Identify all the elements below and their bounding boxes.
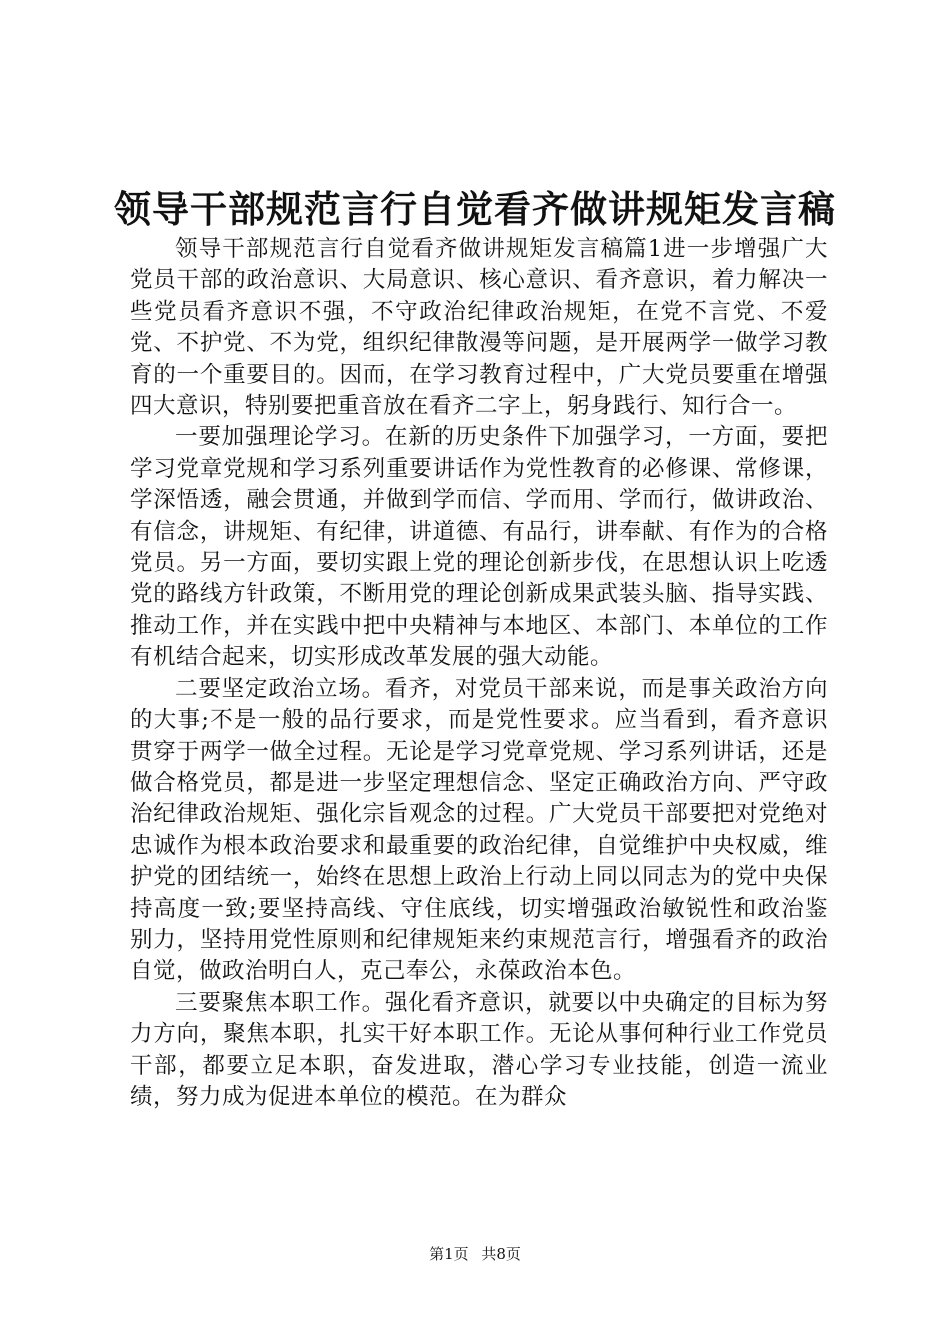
paragraph-4: 三要聚焦本职工作。强化看齐意识，就要以中央确定的目标为努力方向，聚焦本职，扎实干好本职工作。无论从事何种行业工作党员干部，都要立足本职，奋发进取，潜心学习专业技能，创造一流业绩，努力成为促进本单位的模范。在为群众: [130, 989, 828, 1110]
paragraph-1: 领导干部规范言行自觉看齐做讲规矩发言稿篇1进一步增强广大党员干部的政治意识、大局意识、核心意识、看齐意识，着力解决一些党员看齐意识不强，不守政治纪律政治规矩，在党不言党、不爱党、不护党、不为党，组织纪律散漫等问题，是开展两学一做学习教育的一个重要目的。因而，在学习教育过程中，广大党员要重在增强四大意识，特别要把重音放在看齐二字上，躬身践行、知行合一。: [130, 236, 828, 420]
paragraph-2: 一要加强理论学习。在新的历史条件下加强学习，一方面，要把学习党章党规和学习系列重要讲话作为党性教育的必修课、常修课，学深悟透，融会贯通，并做到学而信、学而用、学而行，做讲政治、有信念，讲规矩、有纪律，讲道德、有品行，讲奉献、有作为的合格党员。另一方面，要切实跟上党的理论创新步伐，在思想认识上吃透党的路线方针政策，不断用党的理论创新成果武装头脑、指导实践、推动工作，并在实践中把中央精神与本地区、本部门、本单位的工作有机结合起来，切实形成改革发展的强大动能。: [130, 424, 828, 671]
paragraph-3: 二要坚定政治立场。看齐，对党员干部来说，而是事关政治方向的大事;不是一般的品行要求，而是党性要求。应当看到，看齐意识贯穿于两学一做全过程。无论是学习党章党规、学习系列讲话，还是做合格党员，都是进一步坚定理想信念、坚定正确政治方向、严守政治纪律政治规矩、强化宗旨观念的过程。广大党员干部要把对党绝对忠诚作为根本政治要求和最重要的政治纪律，自觉维护中央权威，维护党的团结统一，始终在思想上政治上行动上同以同志为的党中央保持高度一致;要坚持高线、守住底线，切实增强政治敏锐性和政治鉴别力，坚持用党性原则和纪律规矩来约束规范言行，增强看齐的政治自觉，做政治明白人，克己奉公，永葆政治本色。: [130, 675, 828, 985]
page-number: 第1页: [429, 1245, 469, 1263]
page-footer: [0, 1244, 950, 1264]
document-title: 领导干部规范言行自觉看齐做讲规矩发言稿: [114, 187, 836, 231]
document-body: [130, 234, 828, 1113]
total-pages: 共8页: [481, 1245, 521, 1263]
